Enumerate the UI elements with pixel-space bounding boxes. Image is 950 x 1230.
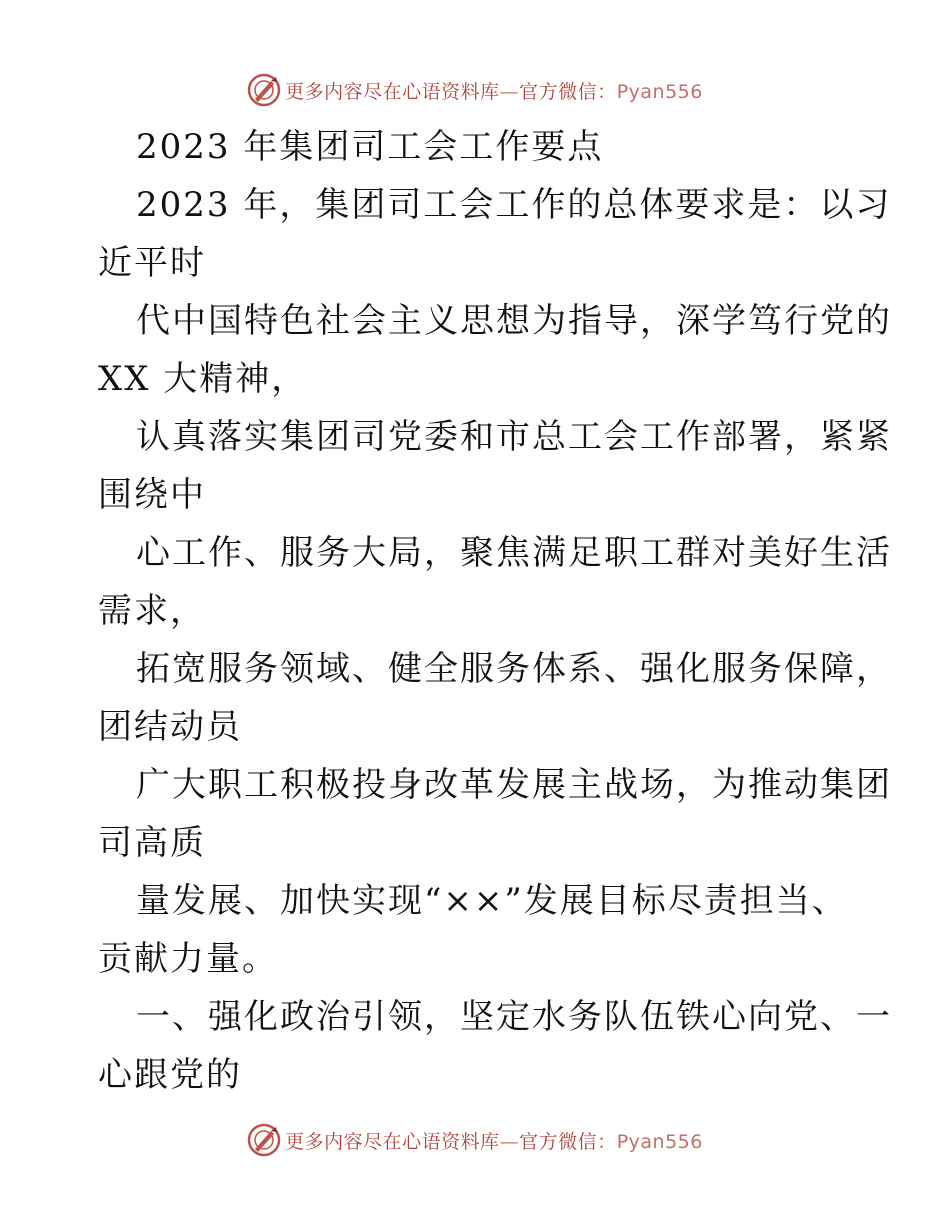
text-line: XX 大精神， xyxy=(98,359,308,399)
logo-icon xyxy=(247,1123,281,1157)
section-heading: 一、强化政治引领，坚定水务队伍铁心向党、一 xyxy=(136,997,892,1037)
text-line: 拓宽服务领域、健全服务体系、强化服务保障， xyxy=(136,649,892,689)
logo-icon xyxy=(247,73,281,107)
text-line: 需求， xyxy=(98,591,206,631)
watermark-wechat-id: Pyan556 xyxy=(616,80,703,103)
text-line: 认真落实集团司党委和市总工会工作部署，紧紧 xyxy=(136,417,892,457)
text-line: 量发展、加快实现“××”发展目标尽责担当、 xyxy=(136,881,848,921)
footer-watermark xyxy=(0,1120,950,1160)
text-line: 贡献力量。 xyxy=(98,939,278,979)
text-line: 团结动员 xyxy=(98,707,242,747)
text-line: 心工作、服务大局，聚焦满足职工群对美好生活 xyxy=(136,533,892,573)
watermark-text xyxy=(285,77,703,104)
document-title: 2023 年集团司工会工作要点 xyxy=(136,127,604,167)
text-line: 代中国特色社会主义思想为指导，深学笃行党的 xyxy=(136,301,892,341)
watermark-wechat-label: 官方微信： xyxy=(519,1130,617,1153)
header-watermark xyxy=(0,70,950,110)
watermark-wechat-id: Pyan556 xyxy=(616,1130,703,1153)
watermark-main: 更多内容尽在心语资料库 xyxy=(285,1130,500,1153)
document-body xyxy=(98,118,892,1104)
text-line: 心跟党的 xyxy=(98,1055,242,1095)
text-line: 近平时 xyxy=(98,243,206,283)
text-line: 围绕中 xyxy=(98,475,206,515)
watermark-separator: — xyxy=(499,80,520,103)
watermark-text xyxy=(285,1127,703,1154)
text-line: 司高质 xyxy=(98,823,206,863)
watermark-wechat-label: 官方微信： xyxy=(519,80,617,103)
watermark-main: 更多内容尽在心语资料库 xyxy=(285,80,500,103)
text-line: 2023 年，集团司工会工作的总体要求是：以习 xyxy=(136,185,892,225)
text-line: 广大职工积极投身改革发展主战场，为推动集团 xyxy=(136,765,892,805)
watermark-separator: — xyxy=(499,1130,520,1153)
